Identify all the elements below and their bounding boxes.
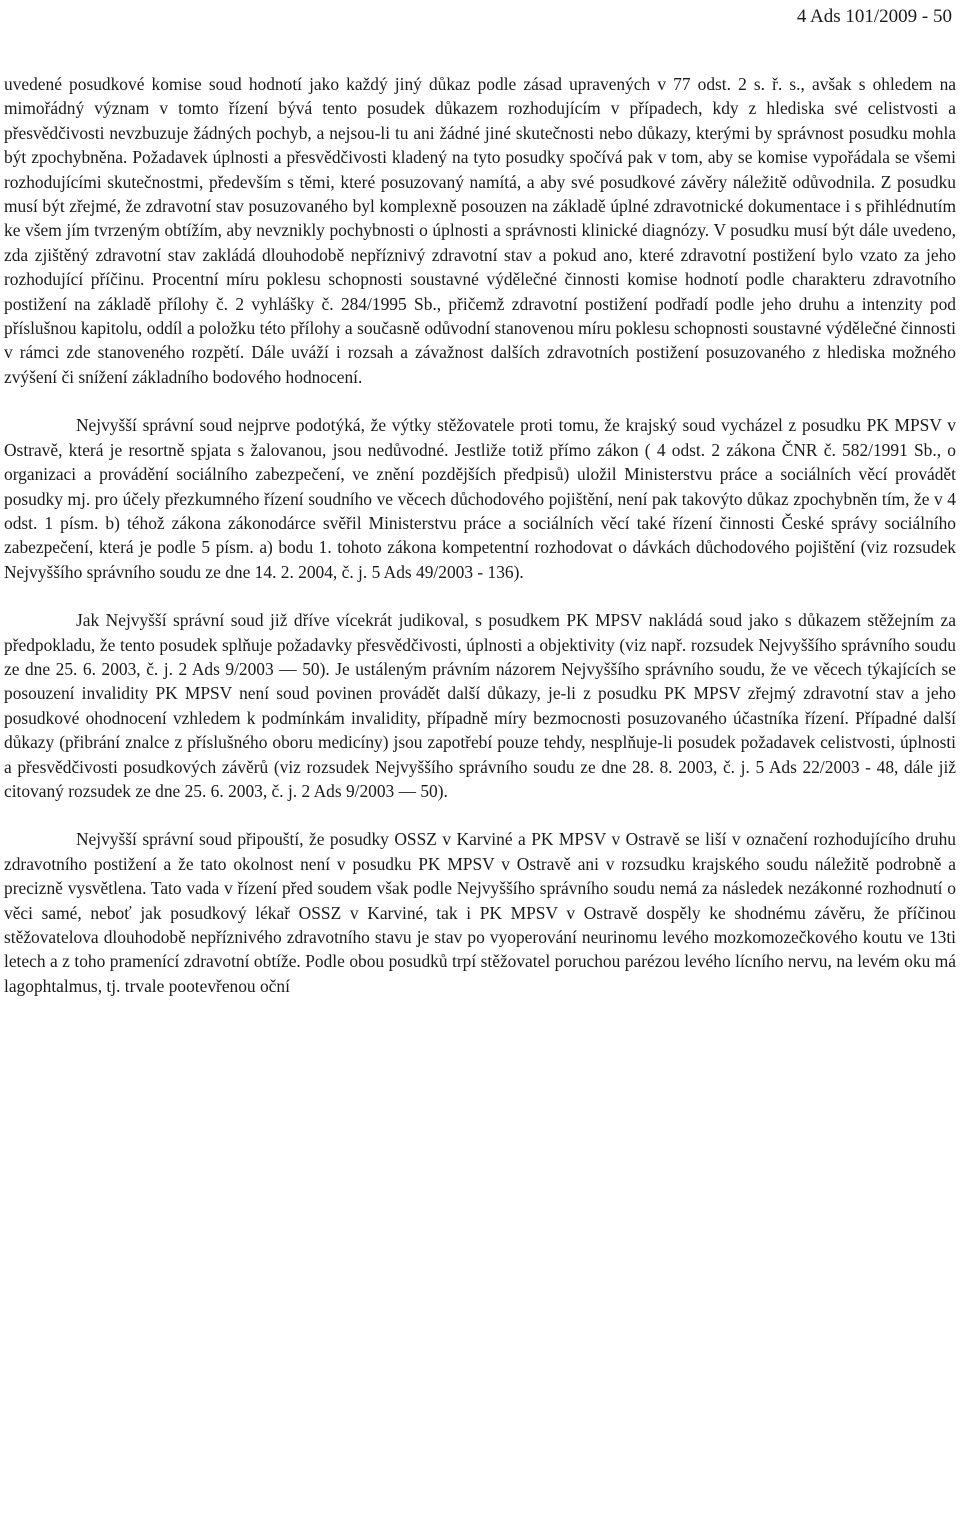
document-body <box>4 72 956 998</box>
paragraph-1: uvedené posudkové komise soud hodnotí jako každý jiný důkaz podle zásad upravených v 77 odst. 2 s. ř. s., avšak s ohledem na mimořádný význam v tomto řízení bývá tento posudek důkazem rozhodujícím v případech, kdy z hlediska své celistvosti a přesvědčivosti nevzbuzuje žádných pochyb, a nejsou-li tu ani žádné jiné skutečnosti nebo důkazy, kterými by správnost posudku mohla být zpochybněna. Požadavek úplnosti a přesvědčivosti kladený na tyto posudky spočívá pak v tom, aby se komise vypořádala se všemi rozhodujícími skutečnostmi, především s těmi, které posuzovaný namítá, a aby své posudkové závěry náležitě odůvodnila. Z posudku musí být zřejmé, že zdravotní stav posuzovaného byl komplexně posouzen na základě úplné zdravotnické dokumentace i s přihlédnutím ke všem jím tvrzeným obtížím, aby nevznikly pochybnosti o úplnosti a správnosti klinické diagnózy. V posudku musí být dále uvedeno, zda zjištěný zdravotní stav zakládá dlouhodobě nepříznivý zdravotní stav a pokud ano, které zdravotní postižení bylo vzato za jeho rozhodující příčinu. Procentní míru poklesu schopnosti soustavné výdělečné činnosti komise hodnotí podle charakteru zdravotního postižení na základě přílohy č. 2 vyhlášky č. 284/1995 Sb., přičemž zdravotní postižení podřadí podle jeho druhu a intenzity pod příslušnou kapitolu, oddíl a položku této přílohy a současně odůvodní stanovenou míru poklesu schopnosti soustavné výdělečné činnosti v rámci zde stanoveného rozpětí. Dále uváží i rozsah a závažnost dalších zdravotních postižení posuzovaného z hlediska možného zvýšení či snížení základního bodového hodnocení. <box>4 74 956 387</box>
paragraph-3: Jak Nejvyšší správní soud již dříve vícekrát judikoval, s posudkem PK MPSV nakládá soud jako s důkazem stěžejním za předpokladu, že tento posudek splňuje požadavky přesvědčivosti, úplnosti a objektivity (viz např. rozsudek Nejvyššího správního soudu ze dne 25. 6. 2003, č. j. 2 Ads 9/2003 — 50). Je ustáleným právním názorem Nejvyššího správního soudu, že ve věcech týkajících se posouzení invalidity PK MPSV není soud povinen provádět další důkazy, je-li z posudku PK MPSV zřejmý zdravotní stav a jeho posudkové ohodnocení vzhledem k podmínkám invalidity, případně míry bezmocnosti posuzovaného účastníka řízení. Případné další důkazy (přibrání znalce z příslušného oboru medicíny) jsou zapotřebí pouze tehdy, nesplňuje-li posudek požadavek celistvosti, úplnosti a přesvědčivosti posudkových závěrů (viz rozsudek Nejvyššího správního soudu ze dne 28. 8. 2003, č. j. 5 Ads 22/2003 - 48, dále již citovaný rozsudek ze dne 25. 6. 2003, č. j. 2 Ads 9/2003 — 50). <box>4 610 956 801</box>
case-reference: 4 Ads 101/2009 - 50 <box>796 6 952 27</box>
paragraph-4: Nejvyšší správní soud připouští, že posudky OSSZ v Karviné a PK MPSV v Ostravě se liší v označení rozhodujícího druhu zdravotního postižení a že tato okolnost není v posudku PK MPSV v Ostravě ani v rozsudku krajského soudu náležitě podrobně a precizně vysvětlena. Tato vada v řízení před soudem však podle Nejvyššího správního soudu nemá za následek nezákonné rozhodnutí o věci samé, neboť jak posudkový lékař OSSZ v Karviné, tak i PK MPSV v Ostravě dospěly ke shodnému závěru, že příčinou stěžovatelova dlouhodobě nepříznivého zdravotního stavu je stav po vyoperování neurinomu levého mozkomozečkového koutu ve 13ti letech a z toho pramenící zdravotní obtíže. Podle obou posudků trpí stěžovatel poruchou parézou levého lícního nervu, na levém oku má lagophtalmus, tj. trvale pootevřenou oční <box>4 829 956 996</box>
paragraph-2: Nejvyšší správní soud nejprve podotýká, že výtky stěžovatele proti tomu, že krajský soud vycházel z posudku PK MPSV v Ostravě, která je resortně spjata s žalovanou, jsou nedůvodné. Jestliže totiž přímo zákon ( 4 odst. 2 zákona ČNR č. 582/1991 Sb., o organizaci a provádění sociálního zabezpečení, ve znění pozdějších předpisů) uložil Ministerstvu práce a sociálních věcí provádět posudky mj. pro účely přezkumného řízení soudního ve věcech důchodového pojištění, není pak takovýto důkaz zpochybněn tím, že v 4 odst. 1 písm. b) téhož zákona zákonodárce svěřil Ministerstvu práce a sociálních věcí také řízení činnosti České správy sociálního zabezpečení, která je podle 5 písm. a) bodu 1. tohoto zákona kompetentní rozhodovat o dávkách důchodového pojištění (viz rozsudek Nejvyššího správního soudu ze dne 14. 2. 2004, č. j. 5 Ads 49/2003 - 136). <box>4 415 956 582</box>
